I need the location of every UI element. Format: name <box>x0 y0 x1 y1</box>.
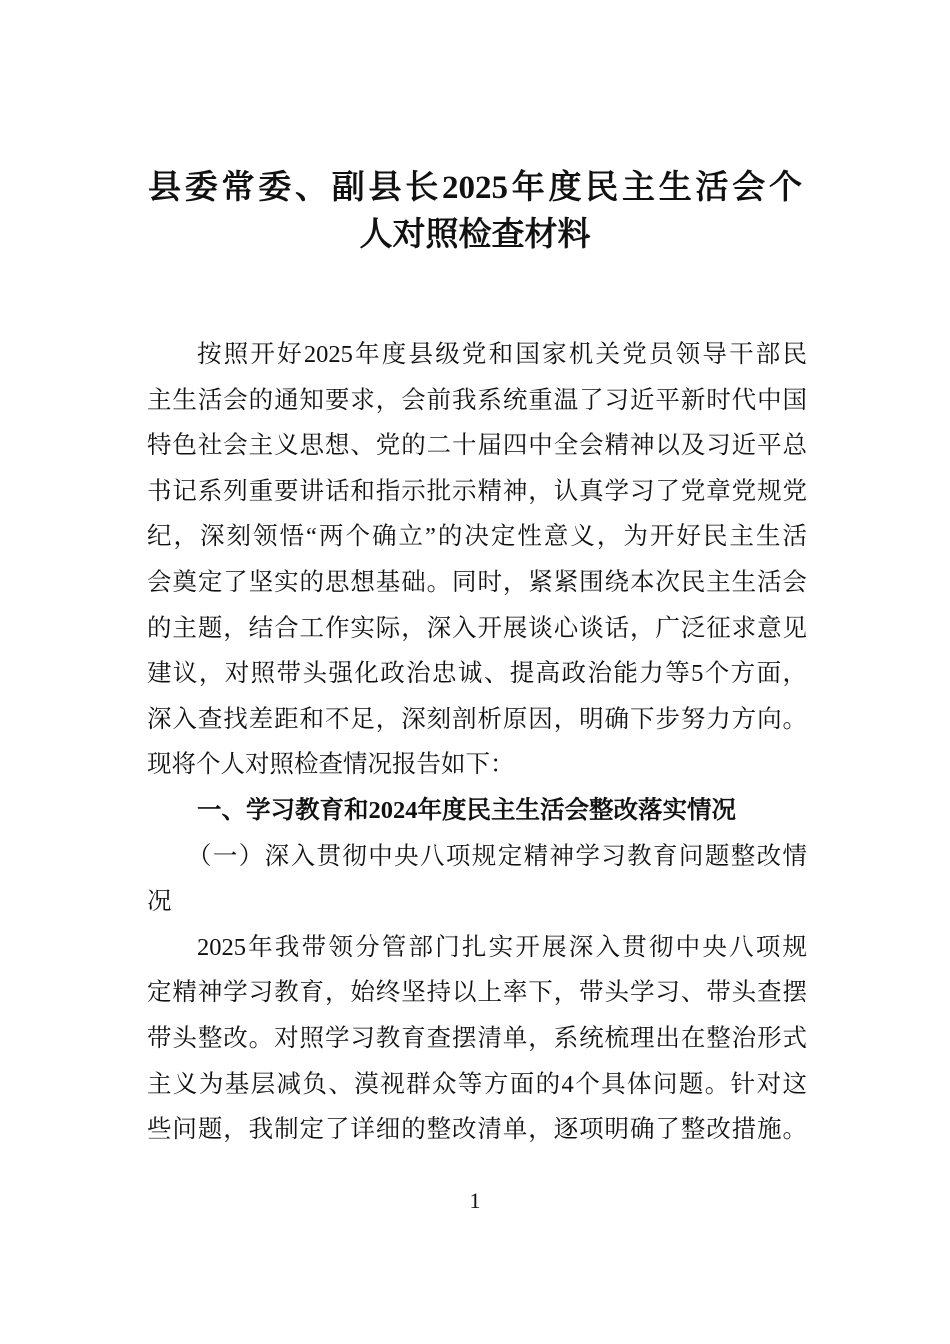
text-line: 特色社会主义思想、党的二十届四中全会精神以及习近平总 <box>147 432 807 460</box>
subsection-heading <box>147 834 807 925</box>
text-line: 会奠定了坚实的思想基础。同时，紧紧围绕本次民主生活会 <box>147 568 807 596</box>
title-line: 人对照检查材料 <box>359 217 591 253</box>
title-line: 县委常委、副县长2025年度民主生活会个 <box>148 170 802 206</box>
document-title <box>148 165 802 259</box>
text-line: 主义为基层减负、漠视群众等方面的4个具体问题。针对这 <box>147 1070 807 1098</box>
text-line: 现将个人对照检查情况报告如下： <box>147 751 515 779</box>
text-line: 主生活会的通知要求，会前我系统重温了习近平新时代中国 <box>147 386 807 414</box>
text-line: （一）深入贯彻中央八项规定精神学习教育问题整改情 <box>187 842 807 870</box>
section-paragraph <box>147 925 807 1153</box>
section-heading: 一、学习教育和2024年度民主生活会整改落实情况 <box>197 796 736 824</box>
text-line: 纪，深刻领悟“两个确立”的决定性意义，为开好民主生活 <box>147 523 807 551</box>
text-line: 2025年我带领分管部门扎实开展深入贯彻中央八项规 <box>197 933 807 961</box>
intro-paragraph <box>147 332 807 788</box>
text-line: 的主题，结合工作实际，深入开展谈心谈话，广泛征求意见 <box>147 614 807 642</box>
text-line: 建议，对照带头强化政治忠诚、提高政治能力等5个方面， <box>147 660 807 688</box>
text-line: 些问题，我制定了详细的整改清单，逐项明确了整改措施。 <box>147 1116 807 1144</box>
page-number: 1 <box>469 1188 481 1213</box>
text-line: 书记系列重要讲话和指示批示精神，认真学习了党章党规党 <box>147 477 807 505</box>
text-line: 带头整改。对照学习教育查摆清单，系统梳理出在整治形式 <box>147 1024 807 1052</box>
text-line: 况 <box>147 888 172 916</box>
text-line: 按照开好2025年度县级党和国家机关党员领导干部民 <box>197 341 807 368</box>
document-body <box>147 332 807 1153</box>
text-line: 深入查找差距和不足，深刻剖析原因，明确下步努力方向。 <box>147 705 807 733</box>
text-line: 定精神学习教育，始终坚持以上率下，带头学习、带头查摆 <box>147 979 807 1007</box>
